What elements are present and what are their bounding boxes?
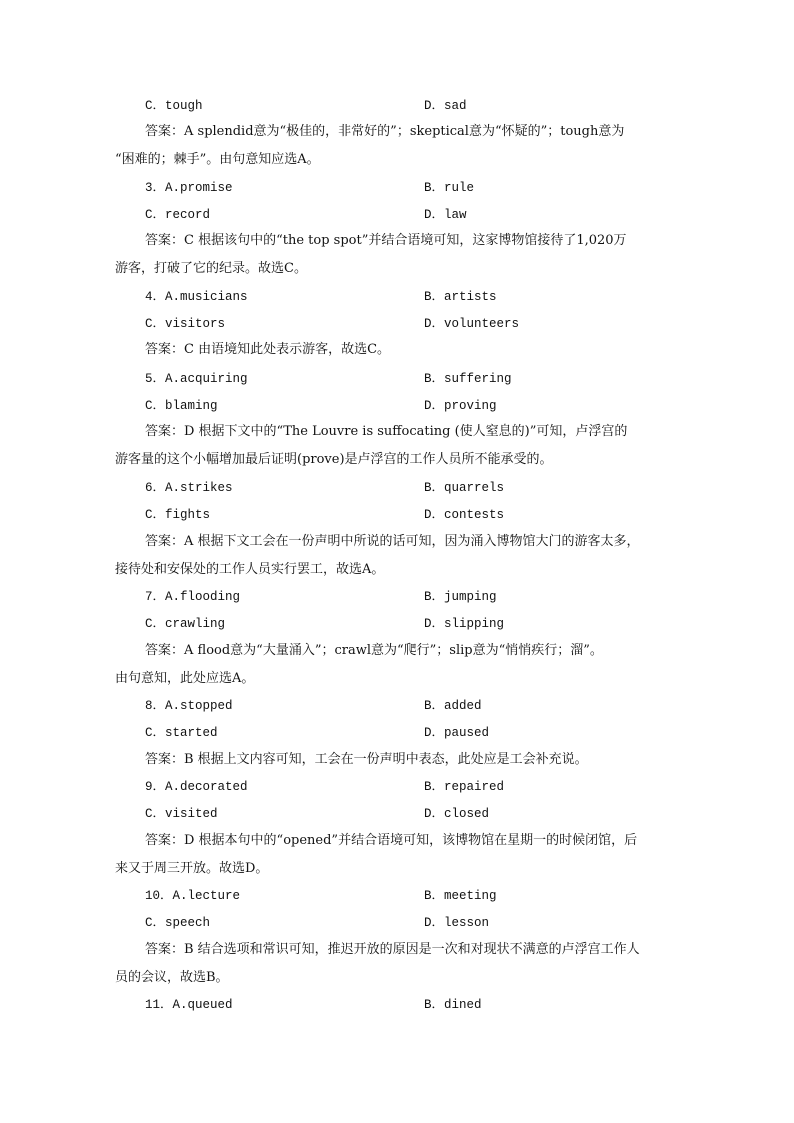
option-right: B．rule <box>424 181 475 195</box>
answer-continuation: “困难的；棘手”。由句意知应选A。 <box>115 151 320 167</box>
option-row <box>145 369 705 389</box>
option-left: 8．A.stopped <box>145 699 233 713</box>
option-right: B．artists <box>424 290 497 304</box>
option-left: C．visited <box>145 807 218 821</box>
option-row <box>145 396 705 416</box>
answer-line: 答案：C 根据该句中的“the top spot”并结合语境可知，这家博物馆接待了1,020万 <box>145 233 627 248</box>
option-row <box>145 505 705 525</box>
option-right: B．jumping <box>424 590 497 604</box>
option-right: B．quarrels <box>424 481 505 495</box>
option-right: B．meeting <box>424 889 497 903</box>
answer-line: 答案：B 结合选项和常识可知，推迟开放的原因是一次和对现状不满意的卢浮宫工作人 <box>145 942 640 957</box>
option-left: 4．A.musicians <box>145 290 248 304</box>
option-left: C．visitors <box>145 317 226 331</box>
answer-line: 答案：A flood意为“大量涌入”；crawl意为“爬行”；slip意为“悄悄疾行；溜”。 <box>145 643 603 658</box>
option-left: C．started <box>145 726 218 740</box>
option-row <box>145 96 705 116</box>
answer-continuation: 游客量的这个小幅增加最后证明(prove)是卢浮宫的工作人员所不能承受的。 <box>115 451 553 467</box>
option-left: C．tough <box>145 99 203 113</box>
answer-block <box>115 336 683 364</box>
answer-block <box>115 227 683 282</box>
option-right: B．dined <box>424 998 482 1012</box>
answer-block <box>115 118 683 173</box>
answer-continuation: 接待处和安保处的工作人员实行罢工，故选A。 <box>115 561 385 577</box>
option-left: 11．A.queued <box>145 998 233 1012</box>
option-row <box>145 777 705 797</box>
answer-block <box>115 418 683 473</box>
option-right: D．volunteers <box>424 317 520 331</box>
option-row <box>145 205 705 225</box>
option-right: D．slipping <box>424 617 505 631</box>
option-left: 6．A.strikes <box>145 481 233 495</box>
option-right: D．sad <box>424 99 467 113</box>
answer-continuation: 来又于周三开放。故选D。 <box>115 860 269 876</box>
option-row <box>145 614 705 634</box>
option-row <box>145 587 705 607</box>
option-right: D．paused <box>424 726 490 740</box>
answer-block <box>115 746 683 774</box>
option-right: D．proving <box>424 399 497 413</box>
answer-block <box>115 528 683 583</box>
answer-line: 答案：D 根据本句中的“opened”并结合语境可知，该博物馆在星期一的时候闭馆，后 <box>145 833 638 848</box>
option-right: D．closed <box>424 807 490 821</box>
answer-line: 答案：D 根据下文中的“The Louvre is suffocating (使人窒息的)”可知，卢浮宫的 <box>145 424 628 439</box>
option-row <box>145 287 705 307</box>
answer-line: 答案：B 根据上文内容可知，工会在一份声明中表态，此处应是工会补充说。 <box>145 752 588 767</box>
option-left: C．crawling <box>145 617 226 631</box>
option-left: C．record <box>145 208 211 222</box>
option-left: 10．A.lecture <box>145 889 241 903</box>
option-row <box>145 696 705 716</box>
option-right: B．repaired <box>424 780 505 794</box>
option-row <box>145 804 705 824</box>
answer-line: 答案：C 由语境知此处表示游客，故选C。 <box>145 342 391 357</box>
option-row <box>145 995 705 1015</box>
option-row <box>145 886 705 906</box>
option-right: D．law <box>424 208 467 222</box>
answer-block <box>115 936 683 991</box>
option-left: C．fights <box>145 508 211 522</box>
option-left: 5．A.acquiring <box>145 372 248 386</box>
option-row <box>145 913 705 933</box>
option-left: C．blaming <box>145 399 218 413</box>
answer-continuation: 员的会议，故选B。 <box>115 969 229 985</box>
option-left: 9．A.decorated <box>145 780 248 794</box>
answer-continuation: 游客，打破了它的纪录。故选C。 <box>115 260 307 276</box>
option-row <box>145 178 705 198</box>
option-row <box>145 723 705 743</box>
answer-line: 答案：A 根据下文工会在一份声明中所说的话可知，因为涌入博物馆大门的游客太多， <box>145 534 640 549</box>
option-left: 7．A.flooding <box>145 590 241 604</box>
option-right: B．suffering <box>424 372 512 386</box>
answer-continuation: 由句意知，此处应选A。 <box>115 670 255 686</box>
option-right: D．contests <box>424 508 505 522</box>
option-right: B．added <box>424 699 482 713</box>
answer-line: 答案：A splendid意为“极佳的，非常好的”；skeptical意为“怀疑的”；tough意为 <box>145 124 625 139</box>
option-left: C．speech <box>145 916 211 930</box>
answer-block <box>115 637 683 692</box>
answer-block <box>115 827 683 882</box>
option-left: 3．A.promise <box>145 181 233 195</box>
option-right: D．lesson <box>424 916 490 930</box>
option-row <box>145 314 705 334</box>
option-row <box>145 478 705 498</box>
